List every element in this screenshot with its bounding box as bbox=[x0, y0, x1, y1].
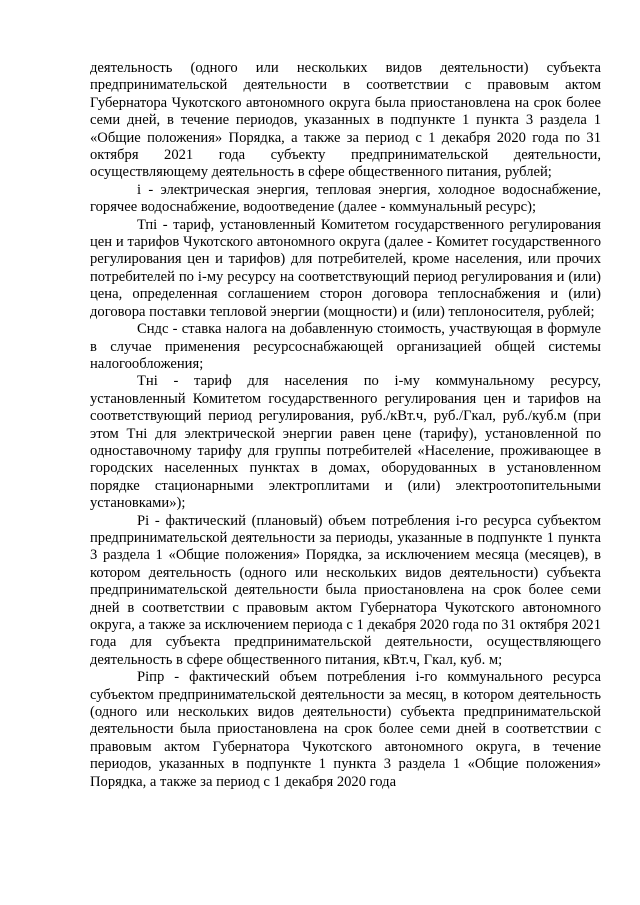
paragraph-intro-continuation: деятельность (одного или нескольких видов деятельности) субъекта предпринимательской деятельности в соответствии с правовым актом Губернатора Чукотского автономного округа была приостановлена на срок более семи дней, в течение периодов, указанных в подпункте 1 пункта 3 раздела 1 «Общие положения» Порядка, а также за период с 1 декабря 2020 года по 31 октября 2021 года субъекту предпринимательской деятельности, осуществляющему деятельность в сфере общественного питания, рублей; bbox=[90, 60, 601, 181]
paragraph-definition-i: i - электрическая энергия, тепловая энергия, холодное водоснабжение, горячее водоснабжение, водоотведение (далее - коммунальный ресурс); bbox=[90, 181, 601, 216]
paragraph-definition-snds: Сндс - ставка налога на добавленную стоимость, участвующая в формуле в случае применения ресурсоснабжающей организацией общей системы налогообложения; bbox=[90, 321, 601, 372]
paragraph-definition-tpi: Тпі - тариф, установленный Комитетом государственного регулирования цен и тарифов Чукотского автономного округа (далее - Комитет государственного регулирования цен и тарифов) для потребителей, кроме населения, или прочих потребителей по і-му ресурсу на соответствующий период регулирования и (или) цена, определенная соглашением сторон договора теплоснабжения и (или) договора поставки тепловой энергии (мощности) и (или) теплоносителя, рублей; bbox=[90, 216, 601, 320]
document-page bbox=[90, 60, 601, 791]
paragraph-definition-pi: Рі - фактический (плановый) объем потребления і-го ресурса субъектом предпринимательской деятельности за периоды, указанные в подпункте 1 пункта 3 раздела 1 «Общие положения» Порядка, за исключением месяца (месяцев), в котором деятельность (одного или нескольких видов деятельности) субъекта предпринимательской деятельности была приостановлена на срок более семи дней в соответствии с правовым актом Губернатора Чукотского автономного округа, а также за исключением периода с 1 декабря 2020 года по 31 октября 2021 года для субъекта предпринимательской деятельности, осуществляющего деятельность в сфере общественного питания, кВт.ч, Гкал, куб. м; bbox=[90, 512, 601, 668]
paragraph-definition-tni: Тні - тариф для населения по і-му коммунальному ресурсу, установленный Комитетом государственного регулирования цен и тарифов на соответствующий период регулирования, руб./кВт.ч, руб./Гкал, руб./куб.м (при этом Тні для электрической энергии равен цене (тарифу), установленной по одноставочному тарифу для группы потребителей «Население, проживающее в городских населенных пунктах в домах, оборудованных в установленном порядке стационарными электроплитами и (или) электроотопительными установками»); bbox=[90, 373, 601, 512]
paragraph-definition-pipr: Рiпр - фактический объем потребления і-го коммунального ресурса субъектом предпринимательской деятельности за месяц, в котором деятельность (одного или нескольких видов деятельности) субъекта предпринимательской деятельности была приостановлена на срок более семи дней в соответствии с правовым актом Губернатора Чукотского автономного округа, в течение периодов, указанных в подпункте 1 пункта 3 раздела 1 «Общие положения» Порядка, а также за период с 1 декабря 2020 года bbox=[90, 669, 601, 790]
